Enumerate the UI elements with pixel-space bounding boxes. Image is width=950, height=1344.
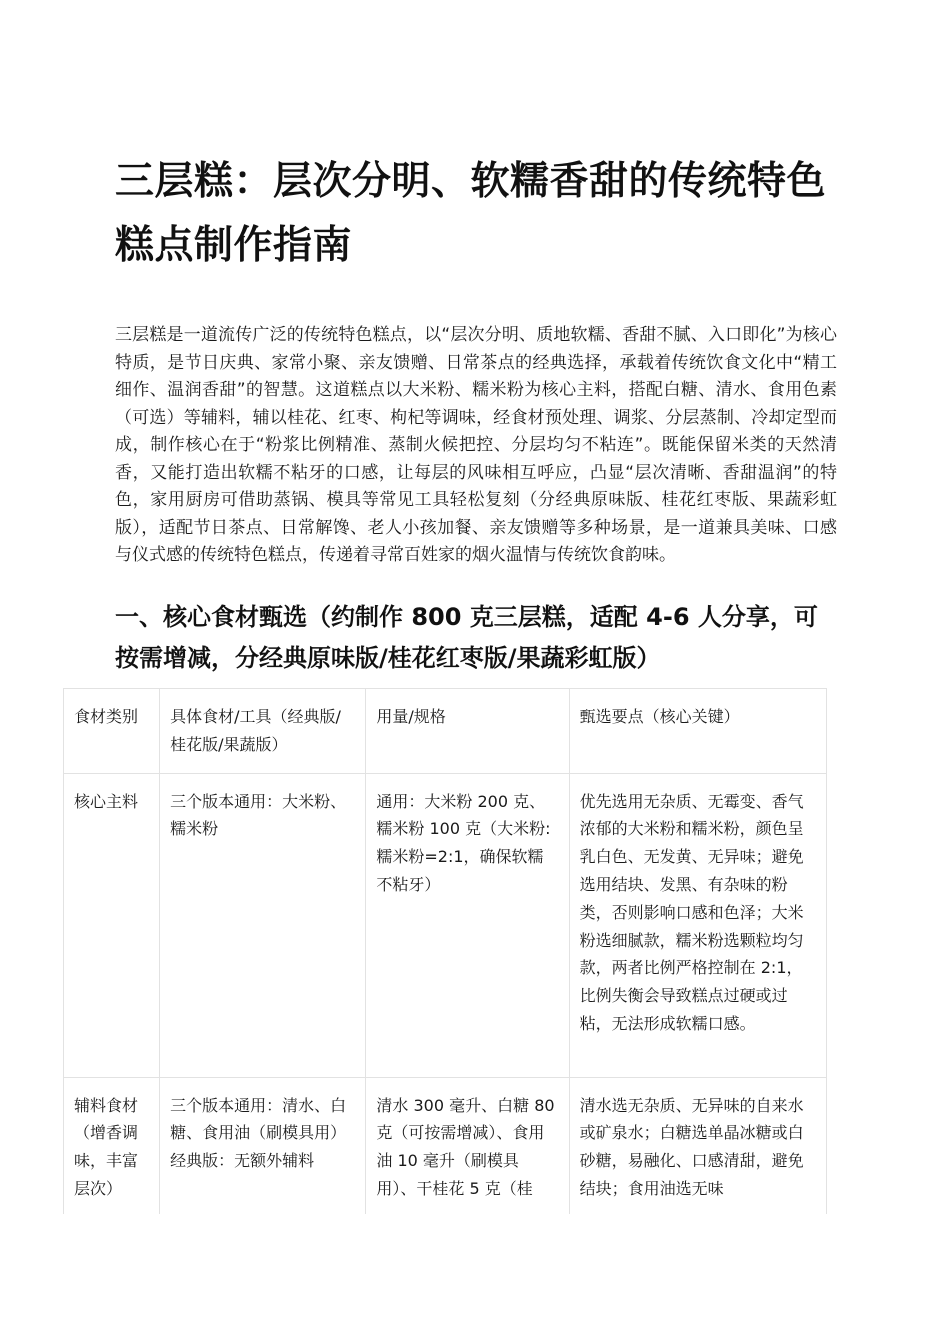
table-header-cell: 甄选要点（核心关键） (569, 689, 826, 774)
table-header-cell: 食材类别 (64, 689, 160, 774)
table-cell-items: 三个版本通用：清水、白糖、食用油（刷模具用） 经典版：无额外辅料 (160, 1077, 366, 1214)
page-title: 三层糕：层次分明、软糯香甜的传统特色糕点制作指南 (115, 159, 827, 268)
table-cell-tips: 清水选无杂质、无异味的自来水或矿泉水；白糖选单晶冰糖或白砂糖，易融化、口感清甜，避免结块；食用油选无味 (569, 1077, 826, 1214)
ingredients-table-container (63, 688, 827, 1214)
table-header-cell: 用量/规格 (366, 689, 569, 774)
table-cell-category: 辅料食材（增香调味，丰富层次） (64, 1077, 160, 1214)
table-header-cell: 具体食材/工具（经典版/桂花版/果蔬版） (160, 689, 366, 774)
table-row (64, 1077, 827, 1214)
table-row (64, 773, 827, 1077)
table-cell-amount: 通用：大米粉 200 克、糯米粉 100 克（大米粉:糯米粉=2:1，确保软糯不粘牙） (366, 773, 569, 1077)
table-cell-amount: 清水 300 毫升、白糖 80 克（可按需增减）、食用油 10 毫升（刷模具用）、干桂花 5 克（桂 (366, 1077, 569, 1214)
intro-paragraph: 三层糕是一道流传广泛的传统特色糕点，以“层次分明、质地软糯、香甜不腻、入口即化”为核心特质，是节日庆典、家常小聚、亲友馈赠、日常茶点的经典选择，承载着传统饮食文化中“精工细作、温润香甜”的智慧。这道糕点以大米粉、糯米粉为核心主料，搭配白糖、清水、食用色素（可选）等辅料，辅以桂花、红枣、枸杞等调味，经食材预处理、调浆、分层蒸制、冷却定型而成，制作核心在于“粉浆比例精准、蒸制火候把控、分层均匀不粘连”。既能保留米类的天然清香，又能打造出软糯不粘牙的口感，让每层的风味相互呼应，凸显“层次清晰、香甜温润”的特色，家用厨房可借助蒸锅、模具等常见工具轻松复刻（分经典原味版、桂花红枣版、果蔬彩虹版），适配节日茶点、日常解馋、老人小孩加餐、亲友馈赠等多种场景，是一道兼具美味、口感与仪式感的传统特色糕点，传递着寻常百姓家的烟火温情与传统饮食韵味。 (115, 325, 837, 565)
section-heading-ingredients: 一、核心食材甄选（约制作 800 克三层糕，适配 4-6 人分享，可按需增减，分经典原味版/桂花红枣版/果蔬彩虹版） (115, 603, 818, 672)
table-cell-items: 三个版本通用：大米粉、糯米粉 (160, 773, 366, 1077)
table-cell-category: 核心主料 (64, 773, 160, 1077)
ingredients-table (63, 688, 827, 1214)
table-cell-tips: 优先选用无杂质、无霉变、香气浓郁的大米粉和糯米粉，颜色呈乳白色、无发黄、无异味；避免选用结块、发黑、有杂味的粉类，否则影响口感和色泽；大米粉选细腻款，糯米粉选颗粒均匀款，两者比例严格控制在 2:1，比例失衡会导致糕点过硬或过粘，无法形成软糯口感。 (569, 773, 826, 1077)
table-header-row (64, 689, 827, 774)
